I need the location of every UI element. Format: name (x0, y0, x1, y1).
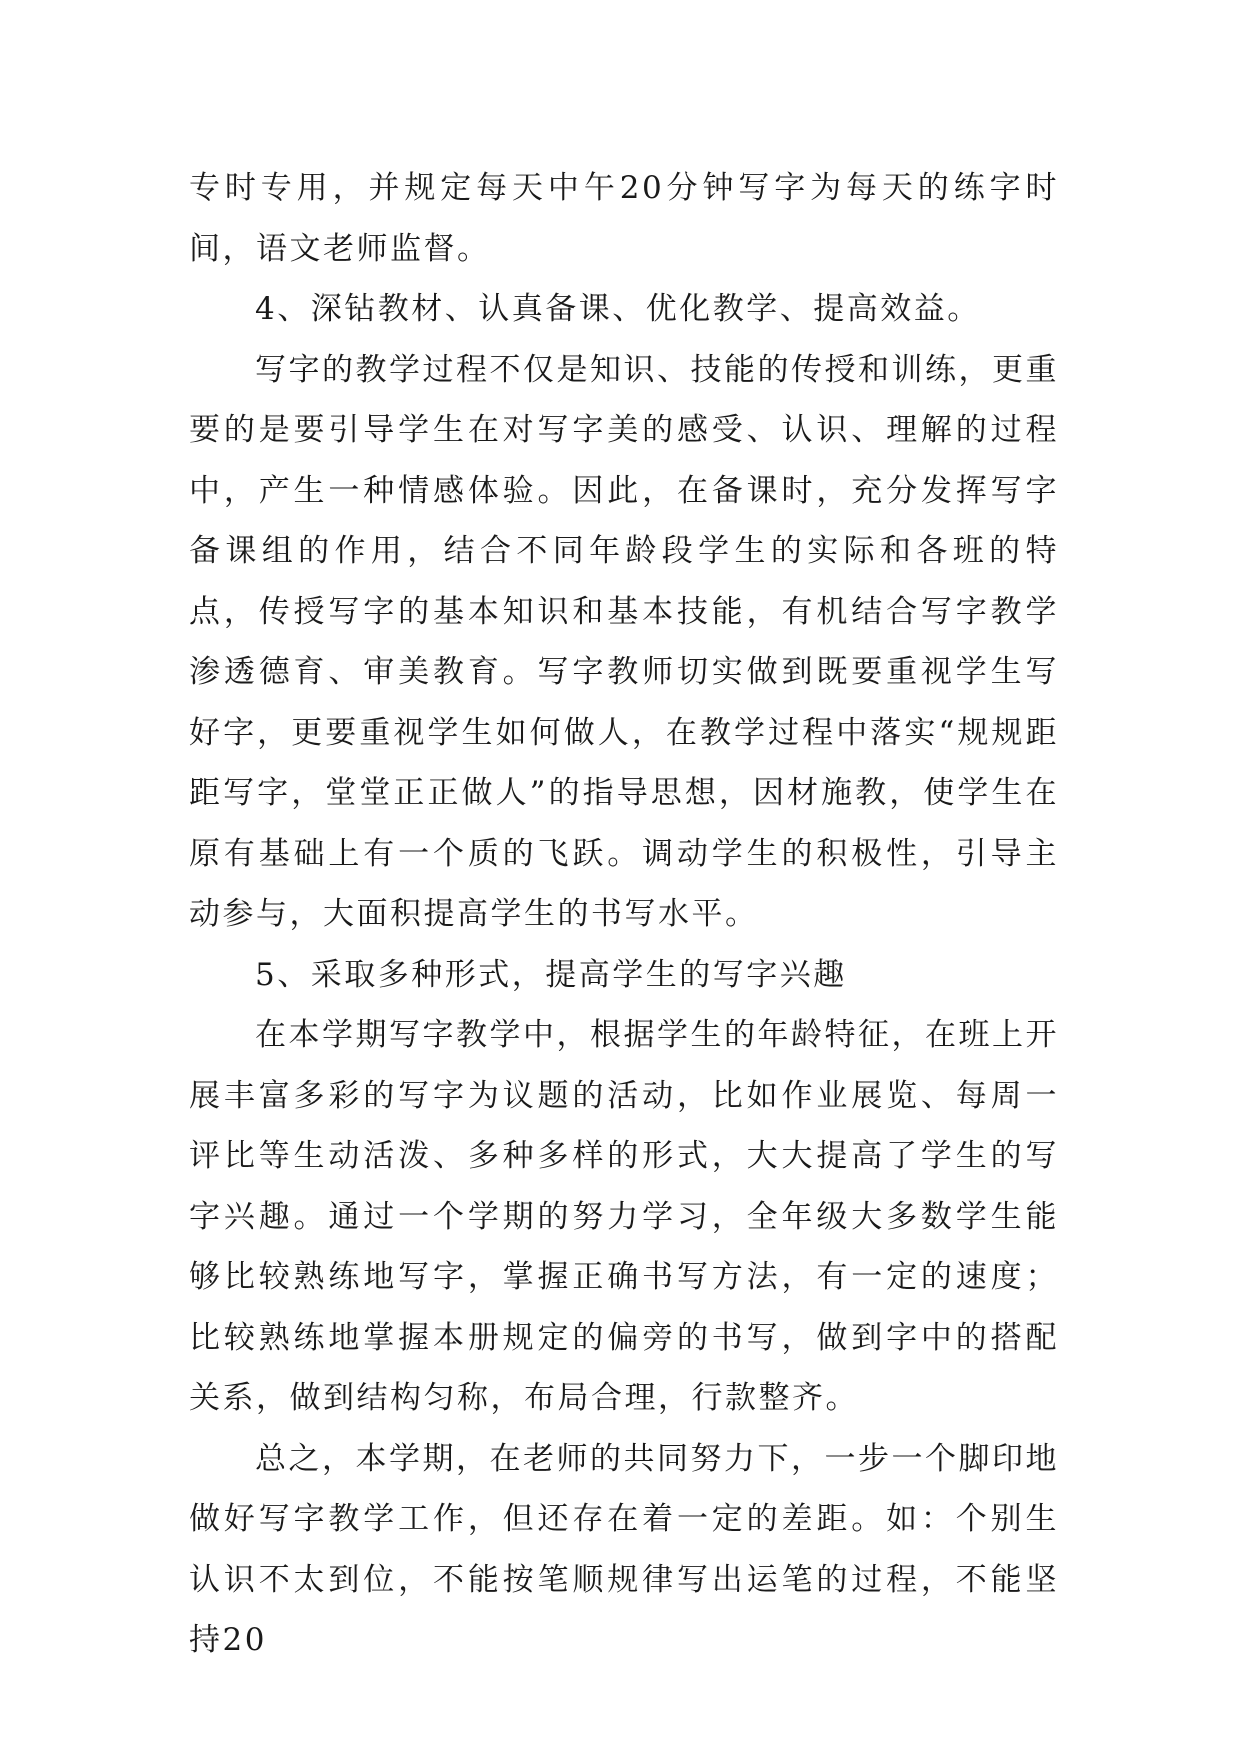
paragraph-4-heading: 5、采取多种形式，提高学生的写字兴趣 (255, 956, 847, 993)
paragraph-6: 总之，本学期，在老师的共同努力下，一步一个脚印地做好写字教学工作，但还存在着一定的差距。如：个别生认识不太到位，不能按笔顺规律写出运笔的过程，不能坚持20 (189, 1440, 1059, 1658)
body-text (189, 158, 1059, 1671)
paragraph-1: 专时专用，并规定每天中午20分钟写字为每天的练字时间，语文老师监督。 (189, 170, 1059, 267)
paragraph-3: 写字的教学过程不仅是知识、技能的传授和训练，更重要的是要引导学生在对写字美的感受、认识、理解的过程中，产生一种情感体验。因此，在备课时，充分发挥写字备课组的作用，结合不同年龄段学生的实际和各班的特点，传授写字的基本知识和基本技能，有机结合写字教学渗透德育、审美教育。写字教师切实做到既要重视学生写好字，更要重视学生如何做人，在教学过程中落实“规规距距写字，堂堂正正做人”的指导思想，因材施教，使学生在原有基础上有一个质的飞跃。调动学生的积极性，引导主动参与，大面积提高学生的书写水平。 (189, 351, 1059, 932)
paragraph-5: 在本学期写字教学中，根据学生的年龄特征，在班上开展丰富多彩的写字为议题的活动，比如作业展览、每周一评比等生动活泼、多种多样的形式，大大提高了学生的写字兴趣。通过一个学期的努力学习，全年级大多数学生能够比较熟练地写字，掌握正确书写方法，有一定的速度；比较熟练地掌握本册规定的偏旁的书写，做到字中的搭配关系，做到结构匀称，布局合理，行款整齐。 (189, 1017, 1059, 1416)
paragraph-2-heading: 4、深钻教材、认真备课、优化教学、提高效益。 (255, 291, 981, 327)
